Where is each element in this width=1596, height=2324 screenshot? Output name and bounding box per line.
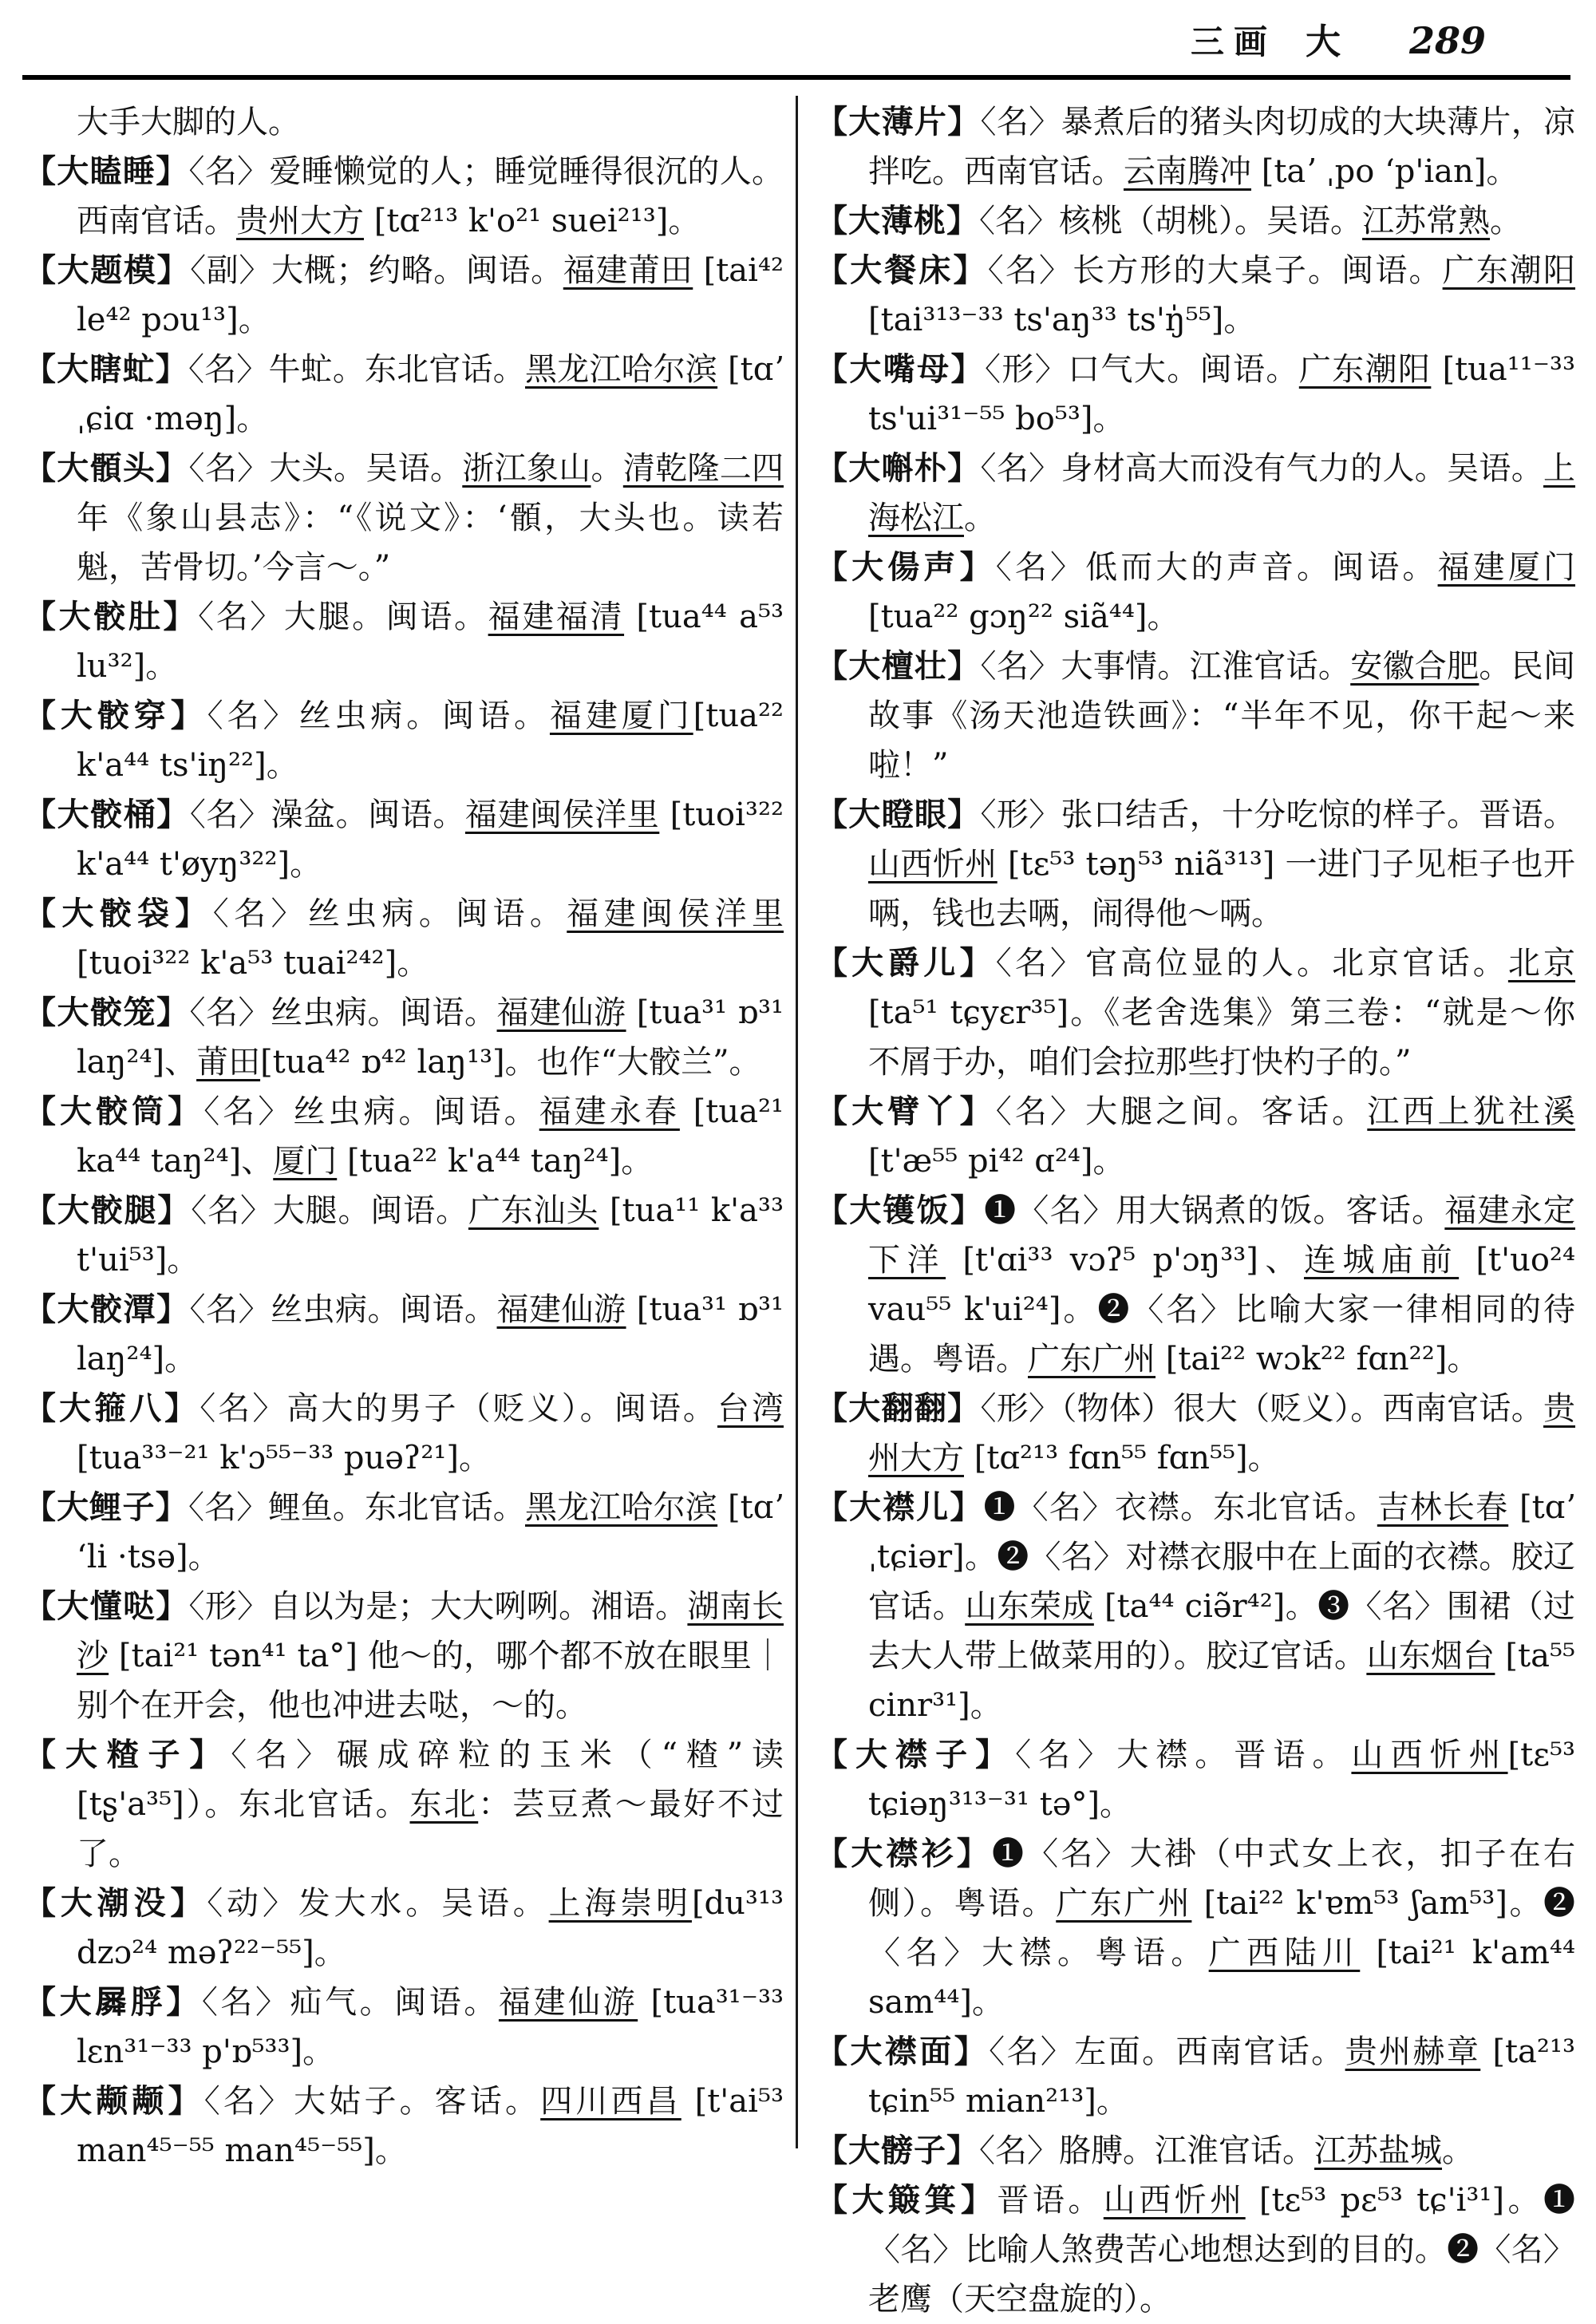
- entry-text: 。民间故事《汤天池造铁画》：“半年不见，你干起～来啦！”: [868, 648, 1576, 784]
- dictionary-entry: [816, 1384, 1575, 1483]
- dictionary-entry: [816, 2027, 1575, 2126]
- dialect-region: 台湾: [717, 1390, 784, 1427]
- entry-text: [tai²² wɔk²² fɑn²²]。: [1156, 1341, 1479, 1377]
- entry-text: 〈名〉大腿。闽语。: [191, 1192, 468, 1229]
- entry-text: [tua²² gɔŋ²² siã⁴⁴]。: [868, 599, 1179, 635]
- column-divider-rule: [796, 96, 798, 2148]
- entry-text: 〈名〉核桃（胡桃）。吴语。: [979, 203, 1362, 239]
- dictionary-entry: [24, 1285, 784, 1384]
- entry-headword: 【大薄桃】: [816, 203, 979, 239]
- entry-text: 〈名〉大事情。江淮官话。: [980, 648, 1351, 685]
- dictionary-entry: [816, 444, 1575, 543]
- dictionary-entry: [24, 1879, 784, 1978]
- dialect-region: 贵州大方: [236, 203, 364, 239]
- entry-text: [tɑʼ ˌɕiɑ ·məŋ]。: [77, 351, 784, 437]
- entry-headword: 【大簸箕】: [816, 2182, 998, 2219]
- entry-text: [ta²¹³ tɕin⁵⁵ mian²¹³]。: [868, 2034, 1576, 2120]
- entry-text: 〈动〉发大水。吴语。: [207, 1885, 549, 1922]
- dialect-region: 浙江象山: [462, 450, 591, 487]
- entry-text: 〈名〉暴煮后的猪头肉切成的大块薄片，凉拌吃。西南官话。: [868, 104, 1576, 190]
- entry-headword: 【大襟衫】: [816, 1836, 992, 1872]
- entry-text: [t'ai⁵³ man⁴⁵⁻⁵⁵ man⁴⁵⁻⁵⁵]。: [77, 2083, 784, 2169]
- dictionary-entry: [24, 1978, 784, 2077]
- entry-headword: 【大骹桶】: [24, 796, 190, 833]
- dictionary-entry: [24, 790, 784, 889]
- dictionary-entry: [24, 2077, 784, 2176]
- dialect-region: 贵州赫章: [1345, 2034, 1481, 2070]
- entry-text: 〈名〉澡盆。闽语。: [189, 796, 465, 833]
- entry-headword: 【大骹肚】: [24, 599, 199, 635]
- dialect-region: 江苏常熟: [1362, 203, 1490, 239]
- entry-headword: 【大箍八】: [24, 1390, 200, 1427]
- entry-text: 。: [964, 500, 996, 536]
- entry-text: [tɑ²¹³ fɑn⁵⁵ fɑn⁵⁵]。: [964, 1440, 1280, 1476]
- entry-headword: 【大襟儿】: [816, 1489, 984, 1526]
- dictionary-entry: [24, 889, 784, 988]
- dialect-region: 山西忻州: [868, 846, 998, 883]
- entry-text: 〈名〉大腿。闽语。: [198, 599, 488, 635]
- entry-text: ❶〈名〉大褂（中式女上衣，扣子在右侧）。粤语。: [868, 1836, 1576, 1922]
- entry-headword: 【大骹腿】: [24, 1192, 192, 1229]
- dialect-region: 福建仙游: [498, 1984, 638, 2021]
- dialect-region: 广东广州: [1056, 1885, 1192, 1922]
- dictionary-entry: [816, 2126, 1575, 2176]
- dialect-region: 湖南长沙: [77, 1588, 784, 1674]
- entry-text: 〈名〉身材高大而没有气力的人。吴语。: [980, 450, 1544, 487]
- entry-headword: 【大爵儿】: [816, 945, 996, 982]
- entry-text: [du³¹³ dzɔ²⁴ məʔ²²⁻⁵⁵]。: [77, 1885, 784, 1971]
- dialect-region: 山西忻州: [1103, 2182, 1246, 2219]
- entry-text: 〈名〉大襟。晋语。: [1015, 1737, 1352, 1773]
- radical-character: 大: [1305, 22, 1341, 62]
- entry-text: [tɑʼ ˌtɕiər]。❷〈名〉对襟衣服中在上面的衣襟。胶辽官话。: [868, 1489, 1576, 1625]
- entry-text: 。: [591, 450, 623, 487]
- entry-text: [t'uo²⁴ vau⁵⁵ k'ui²⁴]。❷〈名〉比喻大家一律相同的待遇。粤语。: [868, 1242, 1575, 1377]
- entry-headword: 【大骹潭】: [24, 1291, 190, 1328]
- dictionary-entry: [816, 2176, 1575, 2324]
- entry-text: [tɑ²¹³ k'o²¹ suei²¹³]。: [364, 203, 701, 239]
- entry-headword: 【大𡳞脬】: [24, 1984, 202, 2021]
- header-rule: [22, 75, 1570, 80]
- entry-text: 〈名〉左面。西南官话。: [989, 2034, 1345, 2070]
- entry-headword: 【大瞪眼】: [816, 796, 981, 833]
- entry-text: [tuoi³²² k'a⁵³ tuai²⁴²]。: [77, 945, 429, 982]
- entry-headword: 【大镬饭】: [816, 1192, 985, 1229]
- entry-text: [tuoi³²² k'a⁴⁴ t'øyŋ³²²]。: [77, 796, 784, 883]
- dialect-region: 福建厦门: [549, 698, 693, 734]
- entry-headword: 【大颟颟】: [24, 2083, 204, 2120]
- dialect-region: 上海松江: [868, 450, 1576, 536]
- entry-text: [tua⁴² ɒ⁴² laŋ¹³]。也作“大骹兰”。: [260, 1044, 761, 1081]
- dialect-region: 广西陆川: [1208, 1935, 1361, 1971]
- dialect-region: 厦门: [273, 1143, 338, 1180]
- dialect-region: 福建闽侯洋里: [464, 796, 660, 833]
- dictionary-entry: [816, 1829, 1575, 2027]
- entry-text: [tɑʼ ʻli ·tsə]。: [77, 1489, 784, 1575]
- dialect-region: 福建仙游: [496, 994, 626, 1031]
- entry-headword: 【大嘝朴】: [816, 450, 981, 487]
- entry-headword: 【大顝头】: [24, 450, 189, 487]
- dictionary-entry: [24, 1730, 784, 1879]
- dialect-region: 莆田: [196, 1044, 261, 1081]
- dialect-region: 四川西昌: [540, 2083, 681, 2120]
- entry-text: [tua²² k'a⁴⁴ taŋ²⁴]。: [337, 1143, 654, 1180]
- dictionary-entry: [816, 543, 1575, 642]
- dialect-region: 黑龙江哈尔滨: [525, 351, 718, 388]
- entry-headword: 【大题模】: [24, 252, 191, 289]
- entry-headword: 【大襟子】: [816, 1737, 1016, 1773]
- dictionary-entry: [24, 147, 784, 246]
- entry-text: 〈形〉张口结舌，十分吃惊的样子。晋语。: [980, 796, 1576, 833]
- entry-text: [tua¹¹⁻³³ ts'ui³¹⁻⁵⁵ bo⁵³]。: [868, 351, 1576, 437]
- dialect-region: 吉林长春: [1377, 1489, 1509, 1526]
- entry-text: [tai²¹ k'am⁴⁴ sam⁴⁴]。: [868, 1935, 1575, 2021]
- entry-headword: 【大懂哒】: [24, 1588, 189, 1625]
- entry-text: [ta⁴⁴ ciə̃r⁴²]。❸〈名〉围裙（过去大人带上做菜用的）。胶辽官话。: [868, 1588, 1575, 1674]
- dialect-region: 东北: [409, 1786, 479, 1823]
- entry-text: [tai⁴² le⁴² pɔu¹³]。: [77, 252, 784, 338]
- entry-headword: 【大𥻗子】: [24, 1737, 231, 1773]
- dictionary-entry: [24, 246, 784, 345]
- entry-headword: 【大鲤子】: [24, 1489, 188, 1526]
- dialect-region: 福建仙游: [496, 1291, 626, 1328]
- entry-text: 〈副〉大概；约略。闽语。: [190, 252, 563, 289]
- dialect-region: 福建福清: [488, 599, 625, 635]
- entry-headword: 【大臂丫】: [816, 1093, 996, 1130]
- dictionary-entry: [816, 345, 1575, 444]
- entry-text: 〈名〉高大的男子（贬义）。闽语。: [200, 1390, 717, 1427]
- entry-text: 。: [1442, 2132, 1474, 2169]
- dictionary-entry: [24, 345, 784, 444]
- dictionary-entry: [816, 1087, 1575, 1186]
- dictionary-entry: [24, 444, 784, 592]
- dialect-region: 江西上犹社溪: [1367, 1093, 1576, 1130]
- page-number: 289: [1408, 19, 1486, 62]
- entry-text: 。: [1490, 203, 1522, 239]
- entry-text: 年《象山县志》：“《说文》：‘顝，大头也。读若魁，苦骨切。’今言～。”: [77, 500, 784, 586]
- entry-text: [tua⁴⁴ a⁵³ lu³²]。: [77, 599, 784, 685]
- dictionary-entry: [24, 1483, 784, 1582]
- entry-text: [tɛ⁵³ pɛ⁵³ tɕ'i³¹]。❶〈名〉比喻人煞费苦心地想达到的目的。❷〈名〉老鹰（天空盘旋的）。: [868, 2182, 1576, 2318]
- entry-text: [tua²¹ ka⁴⁴ taŋ²⁴]、: [77, 1093, 784, 1180]
- entry-headword: 【大骹筒】: [24, 1093, 204, 1130]
- dialect-region: 福建闽侯洋里: [567, 895, 784, 932]
- entry-text: 〈名〉丝虫病。闽语。: [189, 994, 497, 1031]
- dictionary-entry: [24, 592, 784, 691]
- dialect-region: 福建莆田: [563, 252, 693, 289]
- dialect-region: 上海崇明: [548, 1885, 692, 1922]
- entry-text: 〈名〉官高位显的人。北京官话。: [995, 945, 1508, 982]
- entry-text: 〈名〉长方形的大桌子。闽语。: [987, 252, 1443, 289]
- dialect-region: 广东广州: [1028, 1341, 1156, 1377]
- dictionary-entry: [816, 790, 1575, 939]
- dictionary-entry: [816, 1186, 1575, 1384]
- entry-text: 〈名〉疝气。闽语。: [201, 1984, 499, 2021]
- dialect-region: 广东潮阳: [1298, 351, 1432, 388]
- entry-text: [t'æ⁵⁵ pi⁴² ɑ²⁴]。: [868, 1143, 1125, 1180]
- left-column: [24, 97, 784, 2176]
- entry-text: 〈名〉低而大的声音。闽语。: [995, 549, 1438, 586]
- entry-text: 〈形〉口气大。闽语。: [984, 351, 1299, 388]
- entry-text: [tua¹¹ k'a³³ t'ui⁵³]。: [77, 1192, 784, 1279]
- dictionary-entry: [816, 196, 1575, 246]
- entry-text: [tua²² k'a⁴⁴ ts'iŋ²²]。: [77, 698, 784, 784]
- dialect-region: 贵州大方: [868, 1390, 1576, 1476]
- entry-text: 〈名〉牛虻。东北官话。: [188, 351, 525, 388]
- dialect-region: 黑龙江哈尔滨: [525, 1489, 718, 1526]
- entry-text: [tɛ⁵³ tɕiəŋ³¹³⁻³¹ tə°]。: [868, 1737, 1576, 1823]
- entry-text: [t'ɑi³³ vɔʔ⁵ p'ɔŋ³³]、: [946, 1242, 1304, 1279]
- entry-text: 〈名〉鲤鱼。东北官话。: [188, 1489, 525, 1526]
- entry-text: ：芸豆煮～最好不过了。: [77, 1786, 784, 1872]
- dictionary-entry: [816, 1483, 1575, 1730]
- entry-text: [tua³¹ ɒ³¹ laŋ²⁴]。: [77, 1291, 784, 1377]
- entry-headword: 【大翻翻】: [816, 1390, 981, 1427]
- entry-headword: 【大襟面】: [816, 2034, 990, 2070]
- entry-text: 〈形〉（物体）很大（贬义）。西南官话。: [980, 1390, 1544, 1427]
- entry-headword: 【大餐床】: [816, 252, 988, 289]
- dictionary-entry: [816, 939, 1575, 1087]
- entry-text: 〈名〉胳膊。江淮官话。: [979, 2132, 1314, 2169]
- entry-text: [tua³³⁻²¹ k'ɔ⁵⁵⁻³³ puəʔ²¹]。: [77, 1440, 492, 1476]
- dictionary-entry: [24, 1087, 784, 1186]
- entry-text: 〈名〉大姑子。客话。: [203, 2083, 541, 2120]
- entry-text: [ta⁵¹ tɕyɛr³⁵]。《老舍选集》第三卷：“就是～你不屑于办，咱们会拉那些打快杓子的。”: [868, 994, 1575, 1081]
- entry-text: [tai²¹ tən⁴¹ ta°] 他～的，哪个都不放在眼里｜别个在开会，他也冲进去哒，～的。: [77, 1638, 784, 1724]
- entry-headword: 【大薄片】: [816, 104, 981, 140]
- dialect-region: 清乾隆二四: [622, 450, 784, 487]
- dictionary-entry: [816, 1730, 1575, 1829]
- entry-headword: 【大潮没】: [24, 1885, 207, 1922]
- dictionary-entry: [24, 1384, 784, 1483]
- dictionary-entry: [24, 1186, 784, 1285]
- entry-text: [tɛ⁵³ təŋ⁵³ niã³¹³] 一进门子见柜子也开唡，钱也去唡，闹得他～唡。: [868, 846, 1575, 932]
- dialect-region: 广东汕头: [468, 1192, 599, 1229]
- entry-text: ❶〈名〉衣襟。东北官话。: [983, 1489, 1377, 1526]
- dictionary-entry: [816, 246, 1575, 345]
- entry-text: 〈名〉爱睡懒觉的人；睡觉睡得很沉的人。西南官话。: [77, 153, 784, 239]
- dialect-region: 福建永定下洋: [868, 1192, 1576, 1279]
- entry-headword: 【大瞌睡】: [24, 153, 189, 190]
- entry-text: [ta⁵⁵ cinr³¹]。: [868, 1638, 1576, 1724]
- dictionary-entry: [816, 642, 1575, 790]
- dialect-region: 福建永春: [539, 1093, 680, 1130]
- dialect-region: 安徽合肥: [1350, 648, 1479, 685]
- entry-text: 〈名〉碾成碎粒的玉米（“𥻗”读 [tʂ'a³⁵]）。东北官话。: [77, 1737, 784, 1823]
- entry-text: 〈名〉大头。吴语。: [188, 450, 463, 487]
- entry-headword: 【大骹穿】: [24, 698, 207, 734]
- dictionary-entry: [24, 988, 784, 1087]
- dialect-region: 山西忻州: [1351, 1737, 1508, 1773]
- entry-text: [tai³¹³⁻³³ ts'aŋ³³ ts'ŋ̍⁵⁵]。: [868, 302, 1256, 338]
- entry-text: [taʼ ˌpo ʻp'ian]。: [1251, 153, 1519, 190]
- dialect-region: 连城庙前: [1303, 1242, 1460, 1279]
- entry-text: 〈名〉丝虫病。闽语。: [207, 698, 550, 734]
- entry-headword: 【大骹袋】: [24, 895, 213, 932]
- dialect-region: 江苏盐城: [1314, 2132, 1442, 2169]
- entry-text: [tai²² k'ɐm⁵³ ʃam⁵³]。❷〈名〉大襟。粤语。: [868, 1885, 1576, 1971]
- dialect-region: 福建厦门: [1437, 549, 1576, 586]
- entry-text: 大手大脚的人。: [77, 104, 300, 140]
- entry-text: 晋语。: [997, 2182, 1104, 2219]
- entry-text: 〈形〉自以为是；大大咧咧。湘语。: [188, 1588, 688, 1625]
- section-title: 三画: [1190, 22, 1277, 61]
- entry-text: [tua³¹⁻³³ lɛn³¹⁻³³ p'ɒ⁵³³]。: [77, 1984, 784, 2070]
- entry-text: ❶〈名〉用大锅煮的饭。客话。: [984, 1192, 1445, 1229]
- dictionary-entry: [816, 97, 1575, 196]
- entry-text: 〈名〉丝虫病。闽语。: [212, 895, 567, 932]
- dialect-region: 云南腾冲: [1124, 153, 1251, 190]
- entry-continuation: [24, 97, 784, 147]
- entry-text: 〈名〉丝虫病。闽语。: [203, 1093, 539, 1130]
- entry-headword: 【大骹笼】: [24, 994, 190, 1031]
- entry-headword: 【大檀壮】: [816, 648, 981, 685]
- entry-headword: 【大嘴母】: [816, 351, 985, 388]
- entry-headword: 【大瞎虻】: [24, 351, 188, 388]
- dictionary-entry: [24, 1582, 784, 1730]
- entry-headword: 【大髈子】: [816, 2132, 979, 2169]
- page-header: [1191, 13, 1486, 64]
- dialect-region: 广东潮阳: [1442, 252, 1576, 289]
- entry-text: 〈名〉大腿之间。客话。: [995, 1093, 1368, 1130]
- dialect-region: 山东烟台: [1366, 1638, 1495, 1674]
- right-column: [816, 97, 1575, 2324]
- entry-headword: 【大偒声】: [816, 549, 996, 586]
- entry-text: [tua³¹ ɒ³¹ laŋ²⁴]、: [77, 994, 784, 1081]
- dialect-region: 北京: [1507, 945, 1576, 982]
- dialect-region: 山东荣成: [965, 1588, 1094, 1625]
- dictionary-entry: [24, 691, 784, 790]
- entry-text: 〈名〉丝虫病。闽语。: [189, 1291, 497, 1328]
